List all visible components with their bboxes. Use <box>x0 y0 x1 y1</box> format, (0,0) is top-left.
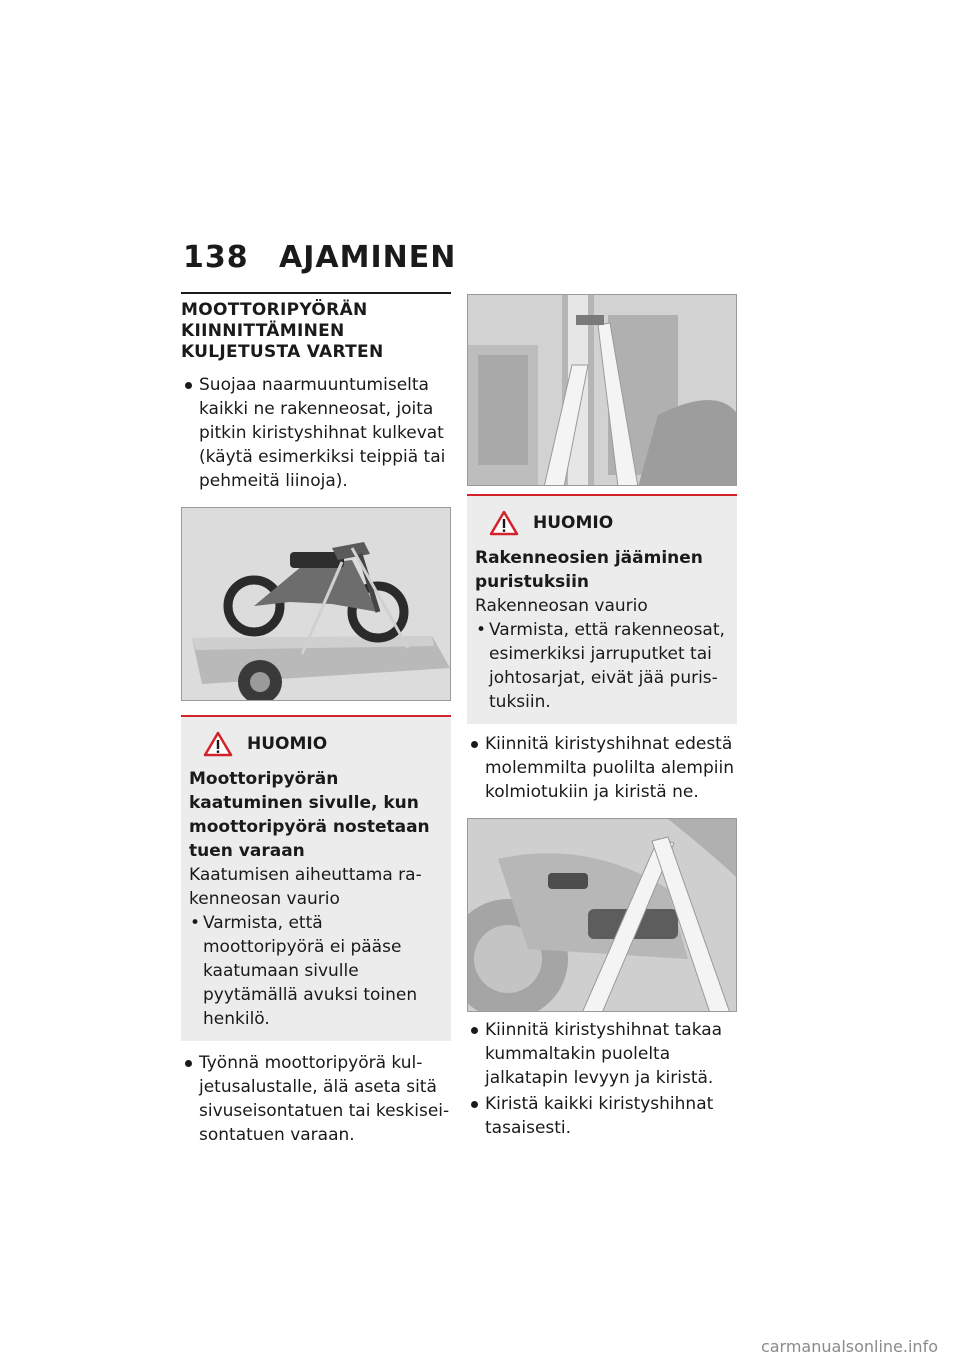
rear-footrest-strap-illustration <box>468 819 737 1012</box>
figure-rear-strap-mount <box>467 818 737 1012</box>
section-title: MOOTTORIPYÖRÄN KIINNITTÄMINEN KULJETUSTA VARTEN <box>181 292 451 363</box>
warning-action: • Varmista, että rakenneosat, esimerkiksi jarruputket tai johtosarjat, eivät jää puristuksiin. <box>475 618 729 714</box>
motorcycle-trailer-illustration <box>182 508 451 701</box>
warning-consequence: Rakenneosan vaurio <box>475 596 648 616</box>
front-fork-strap-illustration <box>468 295 737 486</box>
warning-header <box>203 731 443 757</box>
warning-triangle-icon <box>203 731 233 757</box>
instruction-front-straps: Kiinnitä kiristyshihnat edestä molemmilta puolilta alempiin kolmiotukiin ja kiristä ne. <box>467 732 737 804</box>
instruction-rear-straps: Kiinnitä kiristyshihnat takaa kummaltakin puolelta jalkatapin levyyn ja kiristä. <box>467 1018 737 1090</box>
page-header <box>183 240 456 275</box>
instruction-push-onto-trailer: Työnnä moottoripyörä kuljetusalustalle, älä aseta sitä sivuseisontatuen tai keskiseisontatuen varaan. <box>181 1051 451 1147</box>
chapter-title: AJAMINEN <box>279 240 457 275</box>
warning-label: HUOMIO <box>247 734 328 754</box>
warning-title: Moottoripyörän kaatuminen sivulle, kun moottoripyörä nostetaan tuen varaan <box>189 769 430 861</box>
figure-motorcycle-on-trailer <box>181 507 451 701</box>
warning-box-tipping <box>181 715 451 1041</box>
figure-front-strap-mount <box>467 294 737 486</box>
warning-box-pinching <box>467 494 737 724</box>
warning-label: HUOMIO <box>533 513 614 533</box>
warning-title: Rakenneosien jääminen puristuksiin <box>475 548 703 592</box>
right-column <box>467 294 737 1142</box>
warning-consequence: Kaatumisen aiheuttama rakenneosan vaurio <box>189 865 422 909</box>
instruction-tension-evenly: Kiristä kaikki kiristyshihnat tasaisesti. <box>467 1092 737 1140</box>
warning-triangle-icon <box>489 510 519 536</box>
warning-action: • Varmista, että moottoripyörä ei pääse kaatumaan sivulle pyytämällä avuksi toinen henkilö. <box>189 911 443 1031</box>
page-number: 138 <box>183 240 249 275</box>
warning-header <box>489 510 729 536</box>
instruction-protect-parts: Suojaa naarmuuntumiselta kaikki ne rakenneosat, joita pitkin kiristyshihnat kulkevat (käytä esimerkiksi teippiä tai pehmeitä liinoja). <box>181 373 451 493</box>
left-column <box>181 292 451 1149</box>
watermark: carmanualsonline.info <box>760 1337 938 1356</box>
